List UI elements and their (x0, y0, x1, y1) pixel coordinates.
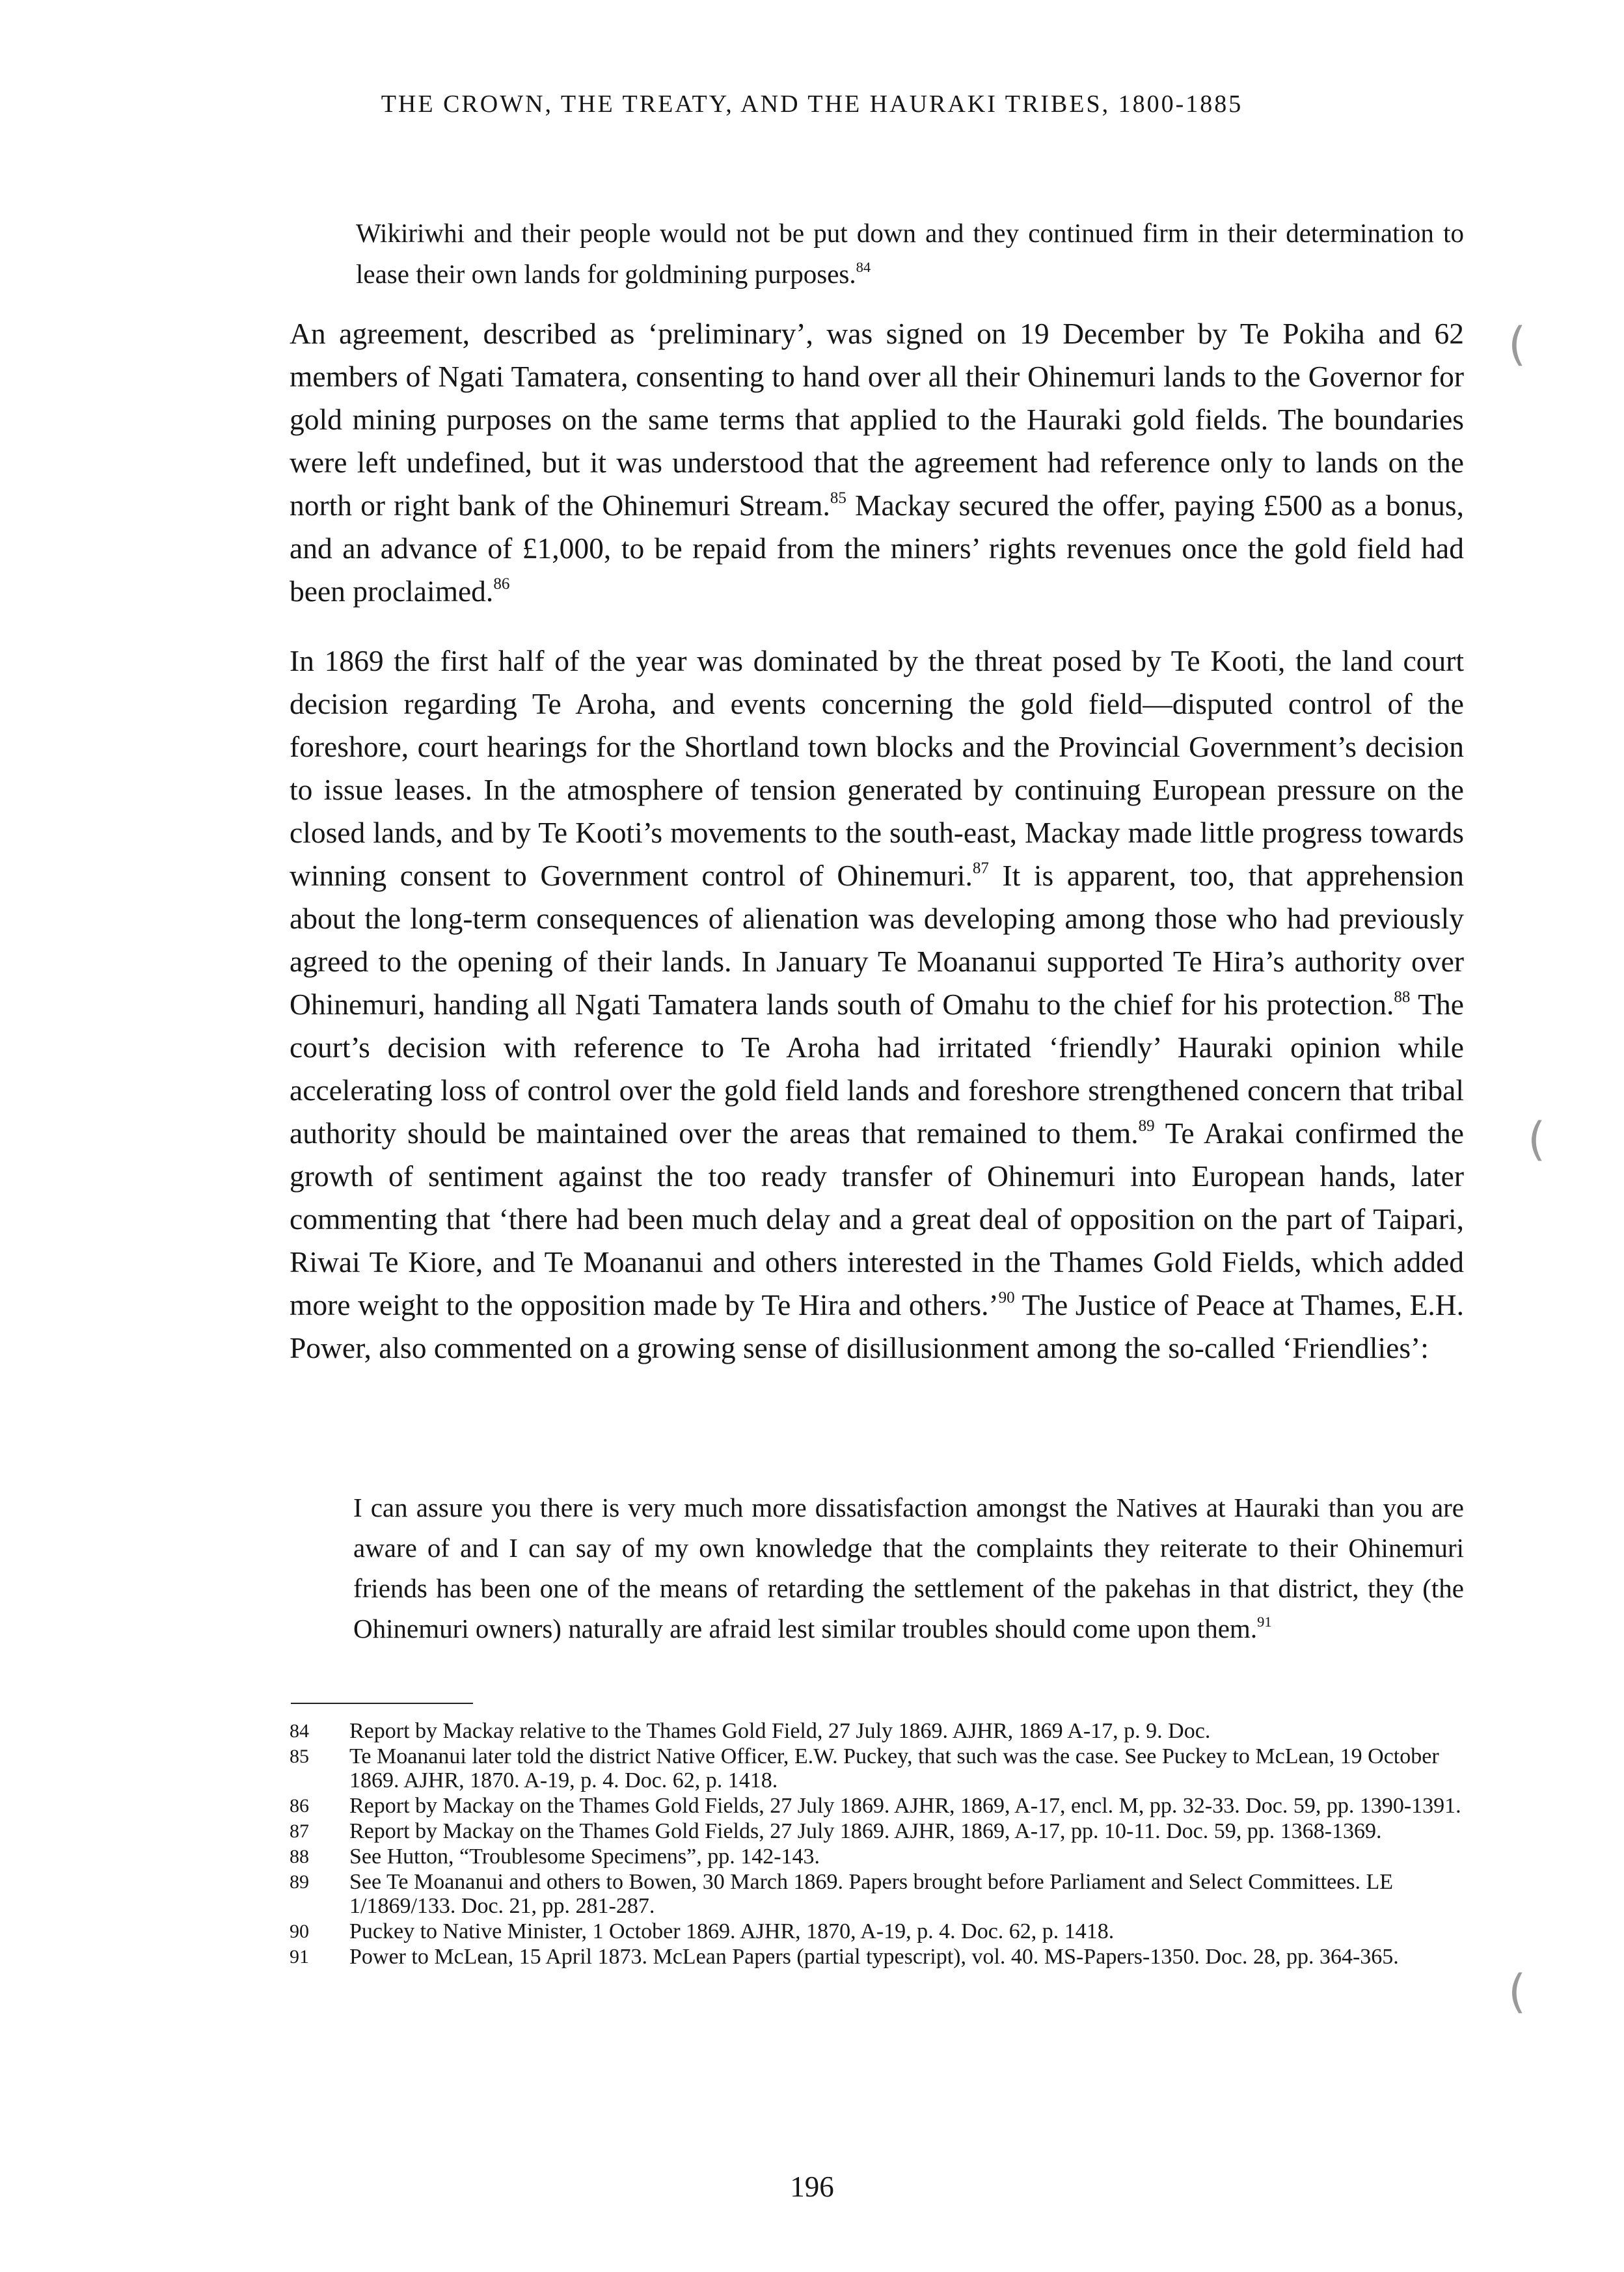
footnote-number: 85 (290, 1746, 309, 1767)
footnote-text: Report by Mackay on the Thames Gold Fields, 27 July 1869. AJHR, 1869, A-17, pp. 10-11. Doc. 59, pp. 1368-1369. (349, 1819, 1382, 1843)
footnote-ref-90[interactable]: 90 (998, 1289, 1015, 1307)
paragraph-text: The court’s decision with reference to Te Aroha had irritated ‘friendly’ Hauraki opinion while accelerating loss of control over the gold field lands and foreshore strengthened concern that tribal authority should be maintained over the areas that remained to them. (290, 988, 1464, 1150)
footnote-86 (290, 1794, 1464, 1818)
block-quote-84 (356, 213, 1464, 295)
paragraph-text: Mackay secured the offer, paying £500 as a bonus, and an advance of £1,000, to be repaid from the miners’ rights revenues once the gold field had been proclaimed. (290, 489, 1464, 608)
footnote-number: 88 (290, 1846, 309, 1867)
footnote-ref-84[interactable]: 84 (856, 259, 871, 276)
footnote-number: 86 (290, 1795, 309, 1817)
footnote-ref-87[interactable]: 87 (972, 859, 989, 878)
paragraph-text: Te Arakai confirmed the growth of sentiment against the too ready transfer of Ohinemuri into European hands, later commenting that ‘there had been much delay and a great deal of opposition on the part of Taipari, Riwai Te Kiore, and Te Moananui and others interested in the Thames Gold Fields, which added more weight to the opposition made by Te Hira and others.’ (290, 1116, 1464, 1321)
quote-text: Wikiriwhi and their people would not be put down and they continued firm in their determination to lease their own lands for goldmining purposes. (356, 218, 1464, 289)
footnotes (290, 1719, 1464, 1970)
footnote-divider (291, 1703, 473, 1704)
footnote-number: 87 (290, 1820, 309, 1842)
footnote-text: Puckey to Native Minister, 1 October 1869. AJHR, 1870, A-19, p. 4. Doc. 62, p. 1418. (349, 1919, 1115, 1943)
footnote-85 (290, 1744, 1464, 1792)
footnote-text: Report by Mackay on the Thames Gold Fields, 27 July 1869. AJHR, 1869, A-17, encl. M, pp. 32-33. Doc. 59, pp. 1390-1391. (349, 1794, 1461, 1818)
block-quote-91 (353, 1487, 1464, 1649)
footnote-ref-85[interactable]: 85 (830, 489, 846, 507)
footnote-87 (290, 1819, 1464, 1843)
page-number: 196 (790, 2171, 834, 2203)
footnote-ref-91[interactable]: 91 (1257, 1614, 1272, 1630)
footnote-91 (290, 1945, 1464, 1969)
footnote-number: 91 (290, 1946, 309, 1968)
binding-hole-mark: ( (1528, 1113, 1546, 1166)
footnote-84 (290, 1719, 1464, 1743)
footnote-number: 90 (290, 1921, 309, 1942)
paragraph-text: It is apparent, too, that apprehension about the long-term consequences of alienation was developing among those who had previously agreed to the opening of their lands. In January Te Moananui supported Te Hira’s authority over Ohinemuri, handing all Ngati Tamatera lands south of Omahu to the chief for his protection. (290, 859, 1464, 1021)
paragraph-text: In 1869 the first half of the year was dominated by the threat posed by Te Kooti, the land court decision regarding Te Aroha, and events concerning the gold field—disputed control of the foreshore, court hearings for the Shortland town blocks and the Provincial Government’s decision to issue leases. In the atmosphere of tension generated by continuing European pressure on the closed lands, and by Te Kooti’s movements to the south-east, Mackay made little progress towards winning consent to Government control of Ohinemuri. (290, 644, 1464, 892)
quote-text: I can assure you there is very much more dissatisfaction amongst the Natives at Hauraki than you are aware of and I can say of my own knowledge that the complaints they reiterate to their Ohinemuri friends has been one of the means of retarding the settlement of the pakehas in that district, they (the Ohinemuri owners) naturally are afraid lest similar troubles should come upon them. (353, 1493, 1464, 1643)
footnote-88 (290, 1845, 1464, 1869)
footnote-number: 89 (290, 1871, 309, 1893)
paragraph-text: An agreement, described as ‘preliminary’, was signed on 19 December by Te Pokiha and 62 members of Ngati Tamatera, consenting to hand over all their Ohinemuri lands to the Governor for gold mining purposes on the same terms that applied to the Hauraki gold fields. The boundaries were left undefined, but it was understood that the agreement had reference only to lands on the north or right bank of the Ohinemuri Stream. (290, 317, 1464, 522)
footnote-text: See Te Moananui and others to Bowen, 30 March 1869. Papers brought before Parliament and Select Committees. LE 1/1869/133. Doc. 21, pp. 281-287. (349, 1870, 1394, 1918)
binding-hole-mark: ( (1508, 318, 1526, 371)
footnote-text: Te Moananui later told the district Native Officer, E.W. Puckey, that such was the case. See Puckey to McLean, 19 October 1869. AJHR, 1870. A-19, p. 4. Doc. 62, p. 1418. (349, 1744, 1439, 1792)
footnote-text: Power to McLean, 15 April 1873. McLean Papers (partial typescript), vol. 40. MS-Papers-1350. Doc. 28, pp. 364-365. (349, 1945, 1399, 1969)
footnote-number: 84 (290, 1720, 309, 1742)
footnote-90 (290, 1919, 1464, 1943)
paragraph-agreement (290, 312, 1464, 613)
running-head: THE CROWN, THE TREATY, AND THE HAURAKI TRIBES, 1800-1885 (381, 90, 1243, 118)
binding-hole-mark: ( (1508, 1965, 1526, 2018)
footnote-ref-86[interactable]: 86 (493, 575, 510, 593)
footnote-text: See Hutton, “Troublesome Specimens”, pp. 142-143. (349, 1845, 820, 1869)
paragraph-1869 (290, 640, 1464, 1370)
footnote-ref-88[interactable]: 88 (1394, 988, 1411, 1007)
footnote-ref-89[interactable]: 89 (1138, 1117, 1155, 1135)
paragraph-text: The Justice of Peace at Thames, E.H. Power, also commented on a growing sense of disillusionment among the so-called ‘Friendlies’: (290, 1288, 1465, 1364)
footnote-text: Report by Mackay relative to the Thames Gold Field, 27 July 1869. AJHR, 1869 A-17, p. 9. Doc. (349, 1719, 1211, 1743)
footnote-89 (290, 1870, 1464, 1918)
